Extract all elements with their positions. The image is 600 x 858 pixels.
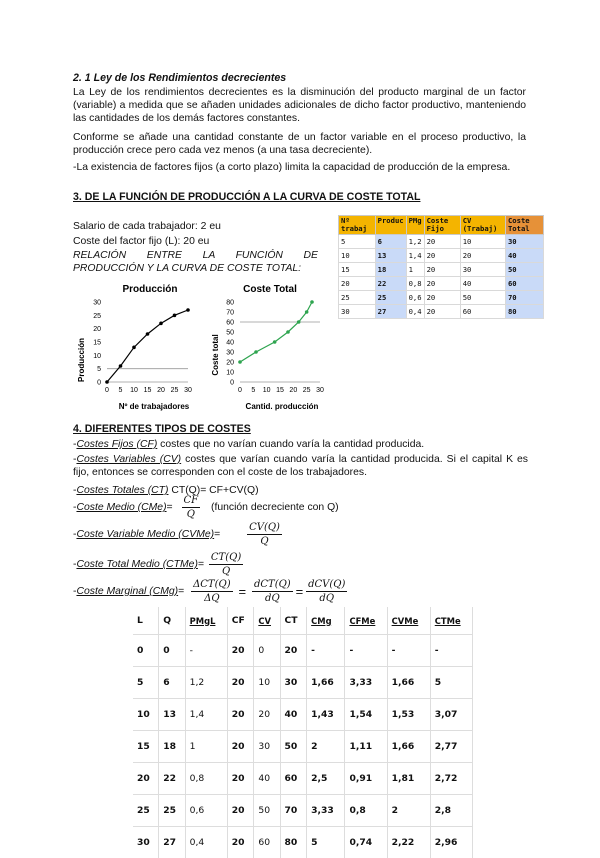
table-cell: 18: [159, 731, 185, 763]
table-cell: 50: [505, 263, 543, 277]
table-cell: 0: [254, 635, 280, 667]
data-point: [254, 350, 258, 354]
table-cell: 60: [254, 827, 280, 858]
table-row: [133, 699, 473, 731]
table-cell: 27: [159, 827, 185, 858]
header-pmg: PMg: [406, 216, 424, 235]
table-row: [339, 263, 544, 277]
section-3-title: 3. DE LA FUNCIÓN DE PRODUCCIÓN A LA CURVA DE COSTE TOTAL: [73, 191, 420, 203]
table-cell: 1,4: [185, 699, 227, 731]
table-cell: 0,6: [185, 795, 227, 827]
table-cell: 20: [227, 827, 254, 858]
table-cell: 1,2: [185, 667, 227, 699]
y-tick-label: 0: [97, 380, 101, 387]
table-cell: 20: [280, 635, 307, 667]
x-tick-label: 15: [144, 387, 152, 394]
production-cost-table: [338, 215, 544, 319]
table-row: [133, 795, 473, 827]
table-cell: 20: [424, 277, 460, 291]
table-cell: 20: [133, 763, 159, 795]
table-row: [339, 305, 544, 319]
cost-types-table: [133, 607, 473, 858]
cvme-formula: [247, 521, 282, 548]
y-axis-label: Producción: [77, 338, 86, 382]
data-point: [273, 340, 277, 344]
section-2-paragraph-2: Conforme se añade una cantidad constante de un factor variable en el proceso productivo, la producción crece pero cada vez menos (a una tasa decreciente).: [73, 131, 526, 157]
table-row: [133, 763, 473, 795]
y-tick-label: 50: [226, 330, 234, 337]
table-cell: 20: [460, 249, 505, 263]
cmg-eq-3: =: [296, 584, 304, 599]
y-tick-label: 30: [226, 350, 234, 357]
table-cell: 18: [375, 263, 406, 277]
y-tick-label: 25: [93, 313, 101, 320]
x-tick-label: 10: [130, 387, 138, 394]
section-2-paragraph-1: La Ley de los rendimientos decrecientes es la disminución del producto marginal de un factor (variable) a medida que se añaden unidades adicionales de dicho factor productivo, manteniendo las cantidades de los demás factores constantes.: [73, 86, 526, 125]
table-cell: 20: [254, 699, 280, 731]
cmg-formula-dcv: [306, 578, 347, 605]
y-tick-label: 20: [93, 326, 101, 333]
cmg-formula-dct: [252, 578, 293, 605]
table-cell: 80: [280, 827, 307, 858]
table-cell: 1,4: [406, 249, 424, 263]
cmg-definition: -Coste Marginal (CMg)= $\frac{\text{ΔCT(Q)}}{\Delta Q}$ = $\frac{\text{dCT(Q)}}{dQ}$ = $\frac{\text{dCV(Q)}}{dQ}$: [73, 578, 347, 605]
y-tick-label: 0: [230, 380, 234, 387]
ct-label: Costes Totales (CT): [76, 485, 168, 496]
table-cell: 6: [159, 667, 185, 699]
table-cell: 70: [280, 795, 307, 827]
series-line: [240, 302, 312, 362]
header-l: L: [133, 607, 159, 635]
x-axis-label: Nº de trabajadores: [119, 402, 190, 411]
section-2-title: 2. 1 Ley de los Rendimientos decrecientes: [73, 72, 286, 84]
cvme-label: Coste Variable Medio (CVMe): [76, 529, 214, 540]
ctme-definition: -Coste Total Medio (CTMe)= $\frac{CT(Q)}{Q}$: [73, 551, 243, 578]
cme-note: (función decreciente con Q): [211, 502, 339, 513]
header-cfme: CFMe: [345, 607, 387, 635]
cmg-dcv-numerator: dCV(Q): [306, 578, 347, 592]
table-cell: 0,6: [406, 291, 424, 305]
table-cell: 60: [505, 277, 543, 291]
table-cell: 1,11: [345, 731, 387, 763]
y-tick-label: 70: [226, 310, 234, 317]
table-row: [339, 291, 544, 305]
y-tick-label: 5: [97, 366, 101, 373]
section-4-title: 4. DIFERENTES TIPOS DE COSTES: [73, 423, 251, 435]
header-cf: CF: [227, 607, 254, 635]
table-cell: 1,66: [387, 731, 430, 763]
table-header-row: [133, 607, 473, 635]
table-cell: 2,96: [430, 827, 472, 858]
x-axis-label: Cantid. producción: [246, 402, 319, 411]
cme-eq: =: [167, 502, 173, 513]
table-cell: 3,07: [430, 699, 472, 731]
table-cell: 6: [375, 235, 406, 249]
table-cell: 2,22: [387, 827, 430, 858]
cvme-denominator: Q: [247, 535, 282, 548]
cv-definition: -Costes Variables (CV) costes que varían cuando varía la cantidad producida. Si el capital K es fijo, entonces se corresponden con el coste de los trabajadores.: [73, 453, 528, 479]
table-cell: 5: [339, 235, 376, 249]
table-cell: 10: [133, 699, 159, 731]
cv-label: Costes Variables (CV): [76, 454, 181, 465]
table-cell: 20: [339, 277, 376, 291]
cmg-dct-denominator: dQ: [252, 592, 293, 605]
chart-title: Coste Total: [243, 284, 297, 295]
header-q: Q: [159, 607, 185, 635]
y-tick-label: 20: [226, 360, 234, 367]
table-row: [339, 277, 544, 291]
data-point: [305, 310, 309, 314]
table-cell: 1: [406, 263, 424, 277]
x-tick-label: 5: [119, 387, 123, 394]
header-ctme: CTMe: [430, 607, 472, 635]
header-cvme: CVMe: [387, 607, 430, 635]
table-cell: 10: [254, 667, 280, 699]
cmg-label: Coste Marginal (CMg): [76, 586, 178, 597]
ctme-denominator: Q: [209, 565, 243, 578]
table-cell: 1,66: [387, 667, 430, 699]
table-cell: 0,91: [345, 763, 387, 795]
table-cell: 0: [133, 635, 159, 667]
table-cell: 30: [133, 827, 159, 858]
cf-definition: -Costes Fijos (CF) costes que no varían cuando varía la cantidad producida.: [73, 438, 528, 451]
coste-fijo-text: Coste del factor fijo (L): 20 eu: [73, 235, 209, 248]
table-cell: 0,4: [406, 305, 424, 319]
cvme-eq: =: [214, 529, 220, 540]
cmg-dcv-denominator: dQ: [306, 592, 347, 605]
ctme-numerator: CT(Q): [209, 551, 243, 565]
table-cell: 1,43: [307, 699, 345, 731]
x-tick-label: 15: [276, 387, 284, 394]
ctme-formula: [209, 551, 243, 578]
y-tick-label: 40: [226, 340, 234, 347]
table-cell: 13: [375, 249, 406, 263]
header-cv: CV (Trabaj): [460, 216, 505, 235]
data-point: [105, 380, 109, 384]
data-point: [297, 320, 301, 324]
table-cell: 40: [280, 699, 307, 731]
cmg-eq-2: =: [239, 584, 247, 599]
data-point: [132, 346, 136, 350]
ct-definition: -Costes Totales (CT) CT(Q)= CF+CV(Q): [73, 484, 259, 497]
table-cell: -: [307, 635, 345, 667]
cme-denominator: Q: [182, 508, 201, 521]
table-cell: 2,8: [430, 795, 472, 827]
table-cell: 30: [460, 263, 505, 277]
table-cell: 50: [254, 795, 280, 827]
cme-label: Coste Medio (CMe): [76, 502, 166, 513]
data-point: [119, 364, 123, 368]
table-cell: 20: [424, 291, 460, 305]
table-cell: 13: [159, 699, 185, 731]
table-header-row: [339, 216, 544, 235]
series-line: [107, 310, 188, 382]
table-cell: 25: [339, 291, 376, 305]
table-cell: 25: [133, 795, 159, 827]
data-point: [310, 300, 314, 304]
table-cell: 20: [227, 795, 254, 827]
ct-text: CT(Q)= CF+CV(Q): [168, 485, 258, 496]
header-coste-fijo: Coste Fijo: [424, 216, 460, 235]
table-cell: 30: [280, 667, 307, 699]
table-cell: 20: [227, 667, 254, 699]
table-cell: 1,81: [387, 763, 430, 795]
data-point: [159, 322, 163, 326]
table-cell: 22: [375, 277, 406, 291]
y-tick-label: 15: [93, 340, 101, 347]
x-tick-label: 20: [289, 387, 297, 394]
data-point: [146, 332, 150, 336]
table-cell: 27: [375, 305, 406, 319]
cf-label: Costes Fijos (CF): [76, 439, 157, 450]
table-cell: 20: [424, 235, 460, 249]
cv-text: costes que varían cuando varía la cantidad producida. Si el capital K es fijo, entonces se corresponden con el coste de los trabajadores.: [73, 454, 528, 478]
table-cell: 5: [307, 827, 345, 858]
table-cell: 25: [375, 291, 406, 305]
coste-total-chart: [210, 280, 340, 415]
x-tick-label: 20: [157, 387, 165, 394]
table-cell: 20: [424, 305, 460, 319]
table-cell: 1,2: [406, 235, 424, 249]
table-cell: 0,8: [345, 795, 387, 827]
table-cell: 20: [227, 731, 254, 763]
cme-formula: [182, 494, 201, 521]
x-tick-label: 0: [105, 387, 109, 394]
table-cell: 0,8: [406, 277, 424, 291]
cme-definition: -Coste Medio (CMe)= $\frac{CF}{Q}$ (función decreciente con Q): [73, 494, 339, 521]
table-cell: 80: [505, 305, 543, 319]
table-row: [339, 235, 544, 249]
table-row: [133, 827, 473, 858]
table-cell: 20: [227, 763, 254, 795]
table-cell: 50: [280, 731, 307, 763]
x-tick-label: 0: [238, 387, 242, 394]
x-tick-label: 25: [303, 387, 311, 394]
table-cell: 40: [505, 249, 543, 263]
table-cell: 60: [460, 305, 505, 319]
table-cell: 2: [387, 795, 430, 827]
table-cell: 10: [460, 235, 505, 249]
table-cell: 30: [505, 235, 543, 249]
table-cell: 3,33: [345, 667, 387, 699]
y-axis-label: Coste total: [211, 334, 220, 375]
data-point: [286, 330, 290, 334]
table-cell: 40: [254, 763, 280, 795]
table-cell: 25: [159, 795, 185, 827]
cmg-delta-denominator: ΔQ: [191, 592, 233, 605]
header-pmgl: PMgL: [185, 607, 227, 635]
table-cell: 15: [133, 731, 159, 763]
table-cell: 30: [254, 731, 280, 763]
table-cell: 0,4: [185, 827, 227, 858]
cmg-formula-delta: [191, 578, 233, 605]
table-cell: 1: [185, 731, 227, 763]
table-cell: 0,8: [185, 763, 227, 795]
table-cell: 50: [460, 291, 505, 305]
table-cell: 2: [307, 731, 345, 763]
cf-text: costes que no varían cuando varía la cantidad producida.: [157, 439, 424, 450]
table-cell: 2,5: [307, 763, 345, 795]
x-tick-label: 30: [184, 387, 192, 394]
table-cell: 0: [159, 635, 185, 667]
table-cell: 20: [227, 635, 254, 667]
section-2-paragraph-3: -La existencia de factores fijos (a corto plazo) limita la capacidad de producción de la empresa.: [73, 161, 526, 174]
relacion-heading: RELACIÓN ENTRE LA FUNCIÓN DE PRODUCCIÓN Y LA CURVA DE COSTE TOTAL:: [73, 249, 318, 275]
header-produc: Produc: [375, 216, 406, 235]
table-cell: 1,66: [307, 667, 345, 699]
table-cell: -: [387, 635, 430, 667]
x-tick-label: 30: [316, 387, 324, 394]
y-tick-label: 10: [226, 370, 234, 377]
table-cell: 60: [280, 763, 307, 795]
header-cmg: CMg: [307, 607, 345, 635]
table-cell: -: [345, 635, 387, 667]
header-n-trabaj: Nº trabaj: [339, 216, 376, 235]
y-tick-label: 10: [93, 353, 101, 360]
production-chart: [70, 280, 210, 415]
table-cell: 1,54: [345, 699, 387, 731]
table-cell: 3,33: [307, 795, 345, 827]
header-cv: CV: [254, 607, 280, 635]
table-cell: 30: [339, 305, 376, 319]
data-point: [238, 360, 242, 364]
cme-numerator: CF: [182, 494, 201, 508]
data-point: [173, 314, 177, 318]
y-tick-label: 30: [93, 300, 101, 307]
table-cell: 2,77: [430, 731, 472, 763]
x-tick-label: 25: [171, 387, 179, 394]
table-cell: 1,53: [387, 699, 430, 731]
cvme-definition: -Coste Variable Medio (CVMe)= $\frac{CV(Q)}{Q}$: [73, 521, 282, 548]
salario-text: Salario de cada trabajador: 2 eu: [73, 220, 221, 233]
table-cell: -: [185, 635, 227, 667]
table-cell: 70: [505, 291, 543, 305]
table-cell: 5: [133, 667, 159, 699]
table-row: [133, 731, 473, 763]
table-cell: 20: [424, 249, 460, 263]
table-cell: 20: [424, 263, 460, 277]
cmg-eq: =: [178, 586, 184, 597]
header-coste-total: Coste Total: [505, 216, 543, 235]
table-row: [133, 635, 473, 667]
cvme-numerator: CV(Q): [247, 521, 282, 535]
table-cell: 10: [339, 249, 376, 263]
ctme-label: Coste Total Medio (CTMe): [76, 559, 197, 570]
table-cell: 2,72: [430, 763, 472, 795]
data-point: [186, 308, 190, 312]
table-cell: 20: [227, 699, 254, 731]
x-tick-label: 5: [251, 387, 255, 394]
header-ct: CT: [280, 607, 307, 635]
table-cell: 40: [460, 277, 505, 291]
table-cell: -: [430, 635, 472, 667]
table-row: [133, 667, 473, 699]
ctme-eq: =: [198, 559, 204, 570]
y-tick-label: 60: [226, 320, 234, 327]
table-cell: 22: [159, 763, 185, 795]
table-cell: 0,74: [345, 827, 387, 858]
cmg-dct-numerator: dCT(Q): [252, 578, 293, 592]
chart-title: Producción: [122, 284, 177, 295]
table-row: [339, 249, 544, 263]
x-tick-label: 10: [263, 387, 271, 394]
table-cell: 5: [430, 667, 472, 699]
y-tick-label: 80: [226, 300, 234, 307]
table-cell: 15: [339, 263, 376, 277]
cmg-delta-numerator: ΔCT(Q): [191, 578, 233, 592]
